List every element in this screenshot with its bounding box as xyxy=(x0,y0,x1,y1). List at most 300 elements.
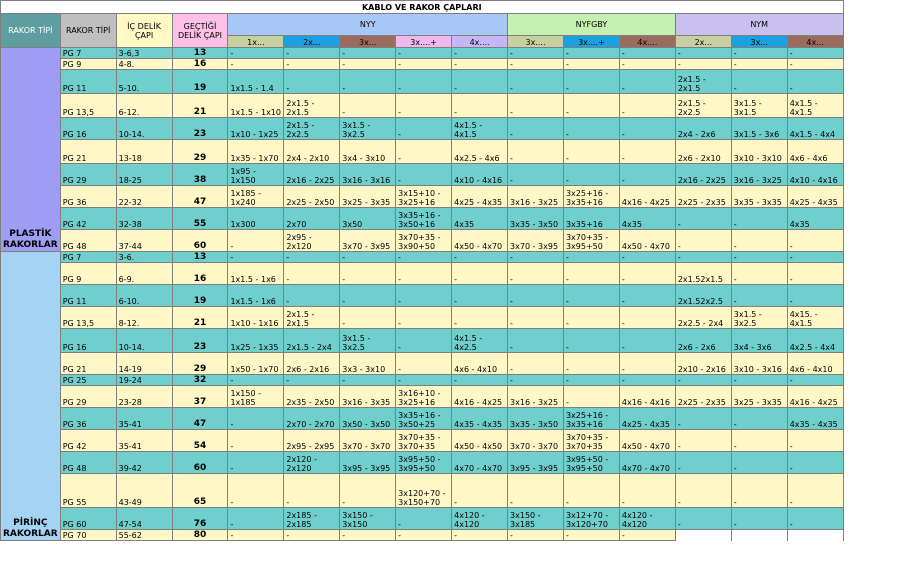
cable-size-cell: - xyxy=(731,430,787,452)
cable-size-cell: 3x16 - 3x25 xyxy=(508,186,564,208)
cable-size-cell: - xyxy=(563,329,619,353)
cable-size-cell: 3x15+10 - 3x25+16 xyxy=(396,186,452,208)
cable-size-cell: - xyxy=(787,230,843,252)
cable-size-cell: - xyxy=(284,70,340,94)
cable-size-cell: 4x70 - 4x70 xyxy=(452,452,508,474)
cable-size-cell: - xyxy=(619,353,675,375)
cable-size-cell: - xyxy=(787,452,843,474)
hole-diameter-cell: 60 xyxy=(172,230,228,252)
inner-diameter-cell: 14-19 xyxy=(116,353,172,375)
cable-size-cell: - xyxy=(284,285,340,307)
cable-size-cell: 4x2.5 - 4x6 xyxy=(452,140,508,164)
cable-size-cell: 2x25 - 2x35 xyxy=(675,186,731,208)
rakor-type-cell: PG 11 xyxy=(60,70,116,94)
cable-size-cell: 3x150 - 3x150 xyxy=(340,508,396,530)
cable-size-cell: - xyxy=(508,164,564,186)
cable-size-cell: - xyxy=(787,263,843,285)
cable-size-cell: - xyxy=(228,474,284,508)
inner-diameter-cell: 18-25 xyxy=(116,164,172,186)
cable-size-cell: - xyxy=(675,59,731,70)
cable-size-cell: - xyxy=(563,307,619,329)
cable-size-cell: 2x1.52x1.5 xyxy=(675,263,731,285)
table-row xyxy=(1,329,900,353)
cable-size-cell: - xyxy=(731,70,787,94)
cable-size-cell: - xyxy=(396,285,452,307)
cable-size-cell: 3x70 - 3x70 xyxy=(340,430,396,452)
cable-size-cell: - xyxy=(563,263,619,285)
cable-size-cell: - xyxy=(619,474,675,508)
table-row xyxy=(1,263,900,285)
cable-size-cell: - xyxy=(396,252,452,263)
cable-size-cell: 4x70 - 4x70 xyxy=(619,452,675,474)
cable-size-cell: 3x25 - 3x35 xyxy=(731,386,787,408)
cable-size-cell: - xyxy=(563,164,619,186)
cable-size-cell: - xyxy=(396,530,452,541)
inner-diameter-cell: 6-10. xyxy=(116,285,172,307)
cable-size-cell: - xyxy=(228,508,284,530)
cable-size-cell: - xyxy=(508,140,564,164)
table-row xyxy=(1,353,900,375)
cable-size-cell: - xyxy=(508,329,564,353)
cable-size-cell: - xyxy=(340,285,396,307)
subheader-nyfgby-4x: 4x.... xyxy=(619,36,675,48)
hole-diameter-cell: 38 xyxy=(172,164,228,186)
cable-size-cell: - xyxy=(228,48,284,59)
rakor-type-cell: PG 42 xyxy=(60,208,116,230)
cable-size-cell: - xyxy=(452,307,508,329)
inner-diameter-cell: 19-24 xyxy=(116,375,172,386)
inner-diameter-cell: 10-14. xyxy=(116,118,172,140)
hole-diameter-cell: 37 xyxy=(172,386,228,408)
table-row xyxy=(1,508,900,530)
rakor-type-cell: PG 21 xyxy=(60,353,116,375)
cable-size-cell: 3x35 - 3x50 xyxy=(508,408,564,430)
hole-diameter-cell: 13 xyxy=(172,252,228,263)
empty-cell xyxy=(843,329,900,353)
subheader-nym-3x: 3x... xyxy=(731,36,787,48)
cable-size-cell: 2x25 - 2x35 xyxy=(675,386,731,408)
empty-cell xyxy=(843,386,900,408)
cable-size-cell: 3x70+35 - 3x90+50 xyxy=(396,230,452,252)
cable-size-cell: - xyxy=(340,375,396,386)
cable-size-cell: - xyxy=(396,48,452,59)
empty-cell xyxy=(843,252,900,263)
cable-size-cell: - xyxy=(340,263,396,285)
cable-size-cell: - xyxy=(619,329,675,353)
cable-size-cell: 1x1.5 - 1x10 xyxy=(228,94,284,118)
cable-size-cell: 2x25 - 2x50 xyxy=(284,186,340,208)
empty-cell xyxy=(843,307,900,329)
cable-size-cell: 4x35 - 4x35 xyxy=(452,408,508,430)
cable-size-cell: 3x25+16 - 3x35+16 xyxy=(563,408,619,430)
cable-size-cell: - xyxy=(228,530,284,541)
cable-size-cell: 3x4 - 3x6 xyxy=(731,329,787,353)
cable-size-cell: 3x1.5 - 3x2.5 xyxy=(340,118,396,140)
table-row xyxy=(1,140,900,164)
rakor-type-cell: PG 16 xyxy=(60,118,116,140)
cable-size-cell: - xyxy=(340,70,396,94)
hole-diameter-cell: 54 xyxy=(172,430,228,452)
cable-size-cell: 4x1.5 - 4x4 xyxy=(787,118,843,140)
empty-cell xyxy=(843,208,900,230)
empty-cell xyxy=(731,530,787,541)
rakor-type-cell: PG 16 xyxy=(60,329,116,353)
cable-size-cell: 3x70 - 3x95 xyxy=(340,230,396,252)
inner-diameter-cell: 3-6. xyxy=(116,252,172,263)
cable-size-cell: 3x1.5 - 3x2.5 xyxy=(340,329,396,353)
cable-size-cell: 1x1.5 - 1x6 xyxy=(228,285,284,307)
hole-diameter-cell: 29 xyxy=(172,353,228,375)
empty-cell xyxy=(843,164,900,186)
cable-size-cell: - xyxy=(340,530,396,541)
cable-size-cell: - xyxy=(508,70,564,94)
cable-size-cell: - xyxy=(563,70,619,94)
cable-size-cell: - xyxy=(228,408,284,430)
cable-size-cell: - xyxy=(508,94,564,118)
cable-size-cell: - xyxy=(675,48,731,59)
rakor-type-cell: PG 21 xyxy=(60,140,116,164)
cable-size-cell: 4x15. - 4x1.5 xyxy=(787,307,843,329)
rakor-type-cell: PG 48 xyxy=(60,230,116,252)
cable-size-cell: 4x50 - 4x50 xyxy=(452,430,508,452)
cable-size-cell: 4x6 - 4x6 xyxy=(787,140,843,164)
cable-size-cell: 4x6 - 4x10 xyxy=(787,353,843,375)
table-row xyxy=(1,430,900,452)
cable-size-cell: - xyxy=(452,474,508,508)
cable-size-cell: - xyxy=(452,530,508,541)
table-row xyxy=(1,386,900,408)
hole-diameter-cell: 16 xyxy=(172,59,228,70)
rakor-type-cell: PG 42 xyxy=(60,430,116,452)
cable-size-cell: 1x185 - 1x240 xyxy=(228,186,284,208)
inner-diameter-cell: 5-10. xyxy=(116,70,172,94)
cable-size-cell: 4x10 - 4x16 xyxy=(452,164,508,186)
cable-size-cell: 3x3 - 3x10 xyxy=(340,353,396,375)
cable-size-cell: - xyxy=(563,118,619,140)
table-row xyxy=(1,307,900,329)
cable-size-cell: - xyxy=(396,307,452,329)
cable-size-cell: - xyxy=(675,375,731,386)
cable-size-cell: - xyxy=(619,94,675,118)
cable-size-cell: 3x16 - 3x16 xyxy=(340,164,396,186)
cable-size-cell: - xyxy=(675,474,731,508)
cable-size-cell: - xyxy=(284,474,340,508)
hole-diameter-cell: 23 xyxy=(172,329,228,353)
cable-size-cell: 4x50 - 4x70 xyxy=(619,230,675,252)
cable-size-cell: 3x10 - 3x16 xyxy=(731,353,787,375)
cable-size-cell: - xyxy=(675,452,731,474)
cable-size-cell: - xyxy=(396,353,452,375)
cable-size-cell: 3x12+70 - 3x120+70 xyxy=(563,508,619,530)
cable-size-cell: - xyxy=(284,59,340,70)
cable-size-cell: - xyxy=(787,430,843,452)
cable-size-cell: - xyxy=(619,307,675,329)
empty-cell xyxy=(843,140,900,164)
cable-size-cell: - xyxy=(508,285,564,307)
cable-size-cell: - xyxy=(396,508,452,530)
inner-diameter-cell: 55-62 xyxy=(116,530,172,541)
empty-cell xyxy=(843,118,900,140)
table-row xyxy=(1,48,900,59)
cable-size-cell: 3x25 - 3x35 xyxy=(340,186,396,208)
cable-size-cell: 2x1.5 - 2x1.5 xyxy=(284,307,340,329)
cable-size-cell: - xyxy=(396,118,452,140)
cable-size-cell: 4x25 - 4x35 xyxy=(452,186,508,208)
table-row xyxy=(1,208,900,230)
hole-diameter-cell: 76 xyxy=(172,508,228,530)
empty-cell xyxy=(675,530,731,541)
cable-size-cell: 4x25 - 4x35 xyxy=(619,408,675,430)
cable-size-cell: 4x16 - 4x25 xyxy=(787,386,843,408)
cable-size-cell: 4x2.5 - 4x4 xyxy=(787,329,843,353)
cable-size-cell: 1x1.5 - 1.4 xyxy=(228,70,284,94)
cable-size-cell: 2x16 - 2x25 xyxy=(675,164,731,186)
empty-cell xyxy=(843,430,900,452)
cable-size-cell: 2x10 - 2x16 xyxy=(675,353,731,375)
cable-size-cell: - xyxy=(731,508,787,530)
group-label-plastik: PLASTİK RAKORLAR xyxy=(1,48,61,252)
rakor-type-cell: PG 48 xyxy=(60,452,116,474)
rakor-type-cell: PG 13,5 xyxy=(60,94,116,118)
inner-diameter-cell: 10-14. xyxy=(116,329,172,353)
rakor-type-cell: PG 36 xyxy=(60,186,116,208)
hole-diameter-cell: 21 xyxy=(172,94,228,118)
empty-cell xyxy=(843,186,900,208)
inner-diameter-cell: 23-28 xyxy=(116,386,172,408)
cable-size-cell: - xyxy=(452,70,508,94)
rakor-type-cell: PG 70 xyxy=(60,530,116,541)
cable-size-cell: 2x1.5 - 2x1.5 xyxy=(675,70,731,94)
rakor-type-cell: PG 36 xyxy=(60,408,116,430)
cable-size-cell: 2x70 xyxy=(284,208,340,230)
cable-size-cell: - xyxy=(563,94,619,118)
subheader-nyy-4x: 4x.... xyxy=(452,36,508,48)
cable-size-cell: - xyxy=(563,353,619,375)
cable-size-cell: - xyxy=(619,375,675,386)
cable-size-cell: - xyxy=(619,285,675,307)
cable-size-cell: - xyxy=(731,452,787,474)
empty-cell xyxy=(843,230,900,252)
cable-size-cell: 4x6 - 4x10 xyxy=(452,353,508,375)
subheader-nyy-2x: 2x... xyxy=(284,36,340,48)
cable-size-cell: - xyxy=(340,94,396,118)
cable-size-cell: 2x120 - 2x120 xyxy=(284,452,340,474)
cable-size-cell: - xyxy=(675,508,731,530)
cable-size-cell: - xyxy=(675,252,731,263)
inner-diameter-cell: 8-12. xyxy=(116,307,172,329)
header-gectigi-delik-capi: GEÇTİĞİ DELİK ÇAPI xyxy=(172,14,228,48)
cable-size-cell: - xyxy=(787,375,843,386)
hole-diameter-cell: 16 xyxy=(172,263,228,285)
cable-size-cell: - xyxy=(675,230,731,252)
subheader-nyfgby-3x-plus: 3x....+ xyxy=(563,36,619,48)
table-row xyxy=(1,474,900,508)
cable-size-cell: - xyxy=(340,252,396,263)
empty-cell xyxy=(843,48,900,59)
rakor-type-cell: PG 13,5 xyxy=(60,307,116,329)
cable-size-cell: 2x6 - 2x6 xyxy=(675,329,731,353)
inner-diameter-cell: 13-18 xyxy=(116,140,172,164)
cable-size-cell: - xyxy=(731,285,787,307)
hole-diameter-cell: 21 xyxy=(172,307,228,329)
table-row xyxy=(1,252,900,263)
table-row xyxy=(1,186,900,208)
empty-cell xyxy=(843,508,900,530)
cable-size-cell: - xyxy=(731,474,787,508)
cable-size-cell: - xyxy=(452,375,508,386)
cable-size-cell: - xyxy=(563,252,619,263)
rakor-type-cell: PG 29 xyxy=(60,164,116,186)
cable-size-cell: 3x150 - 3x185 xyxy=(508,508,564,530)
hole-diameter-cell: 55 xyxy=(172,208,228,230)
rakor-type-cell: PG 55 xyxy=(60,474,116,508)
cable-size-cell: - xyxy=(563,375,619,386)
cable-size-cell: 3x35 - 3x50 xyxy=(508,208,564,230)
cable-size-cell: 3x50 xyxy=(340,208,396,230)
cable-size-cell: 2x35 - 2x50 xyxy=(284,386,340,408)
cable-size-cell: - xyxy=(340,59,396,70)
cable-size-cell: 4x16 - 4x25 xyxy=(619,186,675,208)
cable-size-cell: 4x35 xyxy=(787,208,843,230)
cable-size-cell: 1x35 - 1x70 xyxy=(228,140,284,164)
cable-size-cell: 2x1.5 - 2x2.5 xyxy=(284,118,340,140)
cable-size-cell: - xyxy=(787,48,843,59)
hole-diameter-cell: 65 xyxy=(172,474,228,508)
cable-size-cell: - xyxy=(563,59,619,70)
cable-size-cell: 2x2.5 - 2x4 xyxy=(675,307,731,329)
cable-size-cell: 3x70+35 - 3x70+35 xyxy=(396,430,452,452)
hole-diameter-cell: 80 xyxy=(172,530,228,541)
table-row xyxy=(1,285,900,307)
empty-cell xyxy=(843,474,900,508)
cable-size-cell: - xyxy=(619,48,675,59)
hole-diameter-cell: 13 xyxy=(172,48,228,59)
cable-size-cell: - xyxy=(563,474,619,508)
cable-size-cell: - xyxy=(508,530,564,541)
cable-size-cell: - xyxy=(396,375,452,386)
cable-size-cell: - xyxy=(228,59,284,70)
group-header-nyfgby: NYFGBY xyxy=(508,14,676,36)
cable-size-cell: 1x150 - 1x185 xyxy=(228,386,284,408)
cable-size-cell: - xyxy=(787,70,843,94)
inner-diameter-cell: 47-54 xyxy=(116,508,172,530)
group-label-pirinc: PİRİNÇ RAKORLAR xyxy=(1,252,61,541)
empty-cell xyxy=(843,375,900,386)
cable-size-cell: - xyxy=(787,252,843,263)
cable-size-cell: - xyxy=(452,252,508,263)
table-row xyxy=(1,118,900,140)
rakor-type-cell: PG 29 xyxy=(60,386,116,408)
table-row xyxy=(1,375,900,386)
cable-size-cell: - xyxy=(508,307,564,329)
cable-size-cell: - xyxy=(284,530,340,541)
cable-size-cell: 1x10 - 1x25 xyxy=(228,118,284,140)
group-header-nym: NYM xyxy=(675,14,843,36)
empty-cell xyxy=(843,36,900,48)
cable-size-cell: 2x1.52x2.5 xyxy=(675,285,731,307)
cable-size-cell: 4x1.5 - 4x2.5 xyxy=(452,329,508,353)
group-header-nyy: NYY xyxy=(228,14,508,36)
cable-size-cell: 3x70 - 3x95 xyxy=(508,230,564,252)
rakor-type-cell: PG 60 xyxy=(60,508,116,530)
cable-size-cell: - xyxy=(284,263,340,285)
cable-size-cell: 3x95+50 - 3x95+50 xyxy=(396,452,452,474)
empty-cell xyxy=(843,70,900,94)
empty-cell xyxy=(843,285,900,307)
inner-diameter-cell: 35-41 xyxy=(116,408,172,430)
table-row xyxy=(1,408,900,430)
empty-cell xyxy=(843,14,900,36)
cable-size-cell: 2x95 - 2x120 xyxy=(284,230,340,252)
hole-diameter-cell: 23 xyxy=(172,118,228,140)
cable-size-cell: 3x95 - 3x95 xyxy=(508,452,564,474)
cable-size-cell: - xyxy=(396,164,452,186)
cable-size-cell: - xyxy=(228,230,284,252)
cable-size-cell: - xyxy=(228,252,284,263)
cable-size-cell: 3x1.5 - 3x6 xyxy=(731,118,787,140)
rakor-type-cell: PG 7 xyxy=(60,252,116,263)
cable-size-cell: - xyxy=(508,474,564,508)
cable-size-cell: - xyxy=(731,230,787,252)
cable-size-cell: - xyxy=(508,118,564,140)
cable-size-cell: 3x70+35 - 3x95+50 xyxy=(563,230,619,252)
cable-size-cell: 3x16+10 - 3x25+16 xyxy=(396,386,452,408)
cable-size-cell: 3x35+16 - 3x50+25 xyxy=(396,408,452,430)
cable-size-cell: 3x95+50 - 3x95+50 xyxy=(563,452,619,474)
rakor-type-cell: PG 25 xyxy=(60,375,116,386)
cable-size-cell: 1x50 - 1x70 xyxy=(228,353,284,375)
cable-size-cell: - xyxy=(731,48,787,59)
cable-size-cell: 3x4 - 3x10 xyxy=(340,140,396,164)
cable-size-cell: 2x6 - 2x16 xyxy=(284,353,340,375)
cable-size-cell: - xyxy=(284,48,340,59)
cable-size-cell: 2x1.5 - 2x1.5 xyxy=(284,94,340,118)
cable-size-cell: 4x1.5 - 4x1.5 xyxy=(787,94,843,118)
inner-diameter-cell: 6-9. xyxy=(116,263,172,285)
inner-diameter-cell: 39-42 xyxy=(116,452,172,474)
cable-size-cell: - xyxy=(731,375,787,386)
subheader-nym-4x: 4x... xyxy=(787,36,843,48)
cable-size-cell: - xyxy=(619,164,675,186)
cable-size-cell: - xyxy=(675,208,731,230)
cable-size-cell: 3x35+16 - 3x50+16 xyxy=(396,208,452,230)
inner-diameter-cell: 6-12. xyxy=(116,94,172,118)
subheader-nyy-3x-plus: 3x....+ xyxy=(396,36,452,48)
cable-size-cell: 3x70 - 3x70 xyxy=(508,430,564,452)
cable-size-cell: 2x4 - 2x6 xyxy=(675,118,731,140)
empty-cell xyxy=(843,530,900,541)
cable-size-cell: - xyxy=(508,59,564,70)
cable-size-cell: 3x10 - 3x10 xyxy=(731,140,787,164)
table-row xyxy=(1,164,900,186)
cable-size-cell: 4x25 - 4x35 xyxy=(787,186,843,208)
cable-size-cell: 1x1.5 - 1x6 xyxy=(228,263,284,285)
cable-size-cell: 1x25 - 1x35 xyxy=(228,329,284,353)
hole-diameter-cell: 47 xyxy=(172,408,228,430)
cable-size-cell: - xyxy=(228,452,284,474)
empty-cell xyxy=(843,1,900,14)
cable-size-cell: - xyxy=(396,70,452,94)
cable-size-cell: 4x35 - 4x35 xyxy=(787,408,843,430)
cable-size-cell: - xyxy=(731,208,787,230)
hole-diameter-cell: 19 xyxy=(172,70,228,94)
cable-size-cell: - xyxy=(396,94,452,118)
table-row xyxy=(1,94,900,118)
cable-size-cell: 2x70 - 2x70 xyxy=(284,408,340,430)
cable-size-cell: - xyxy=(340,307,396,329)
cable-size-cell: - xyxy=(508,252,564,263)
cable-size-cell: 3x16 - 3x25 xyxy=(508,386,564,408)
